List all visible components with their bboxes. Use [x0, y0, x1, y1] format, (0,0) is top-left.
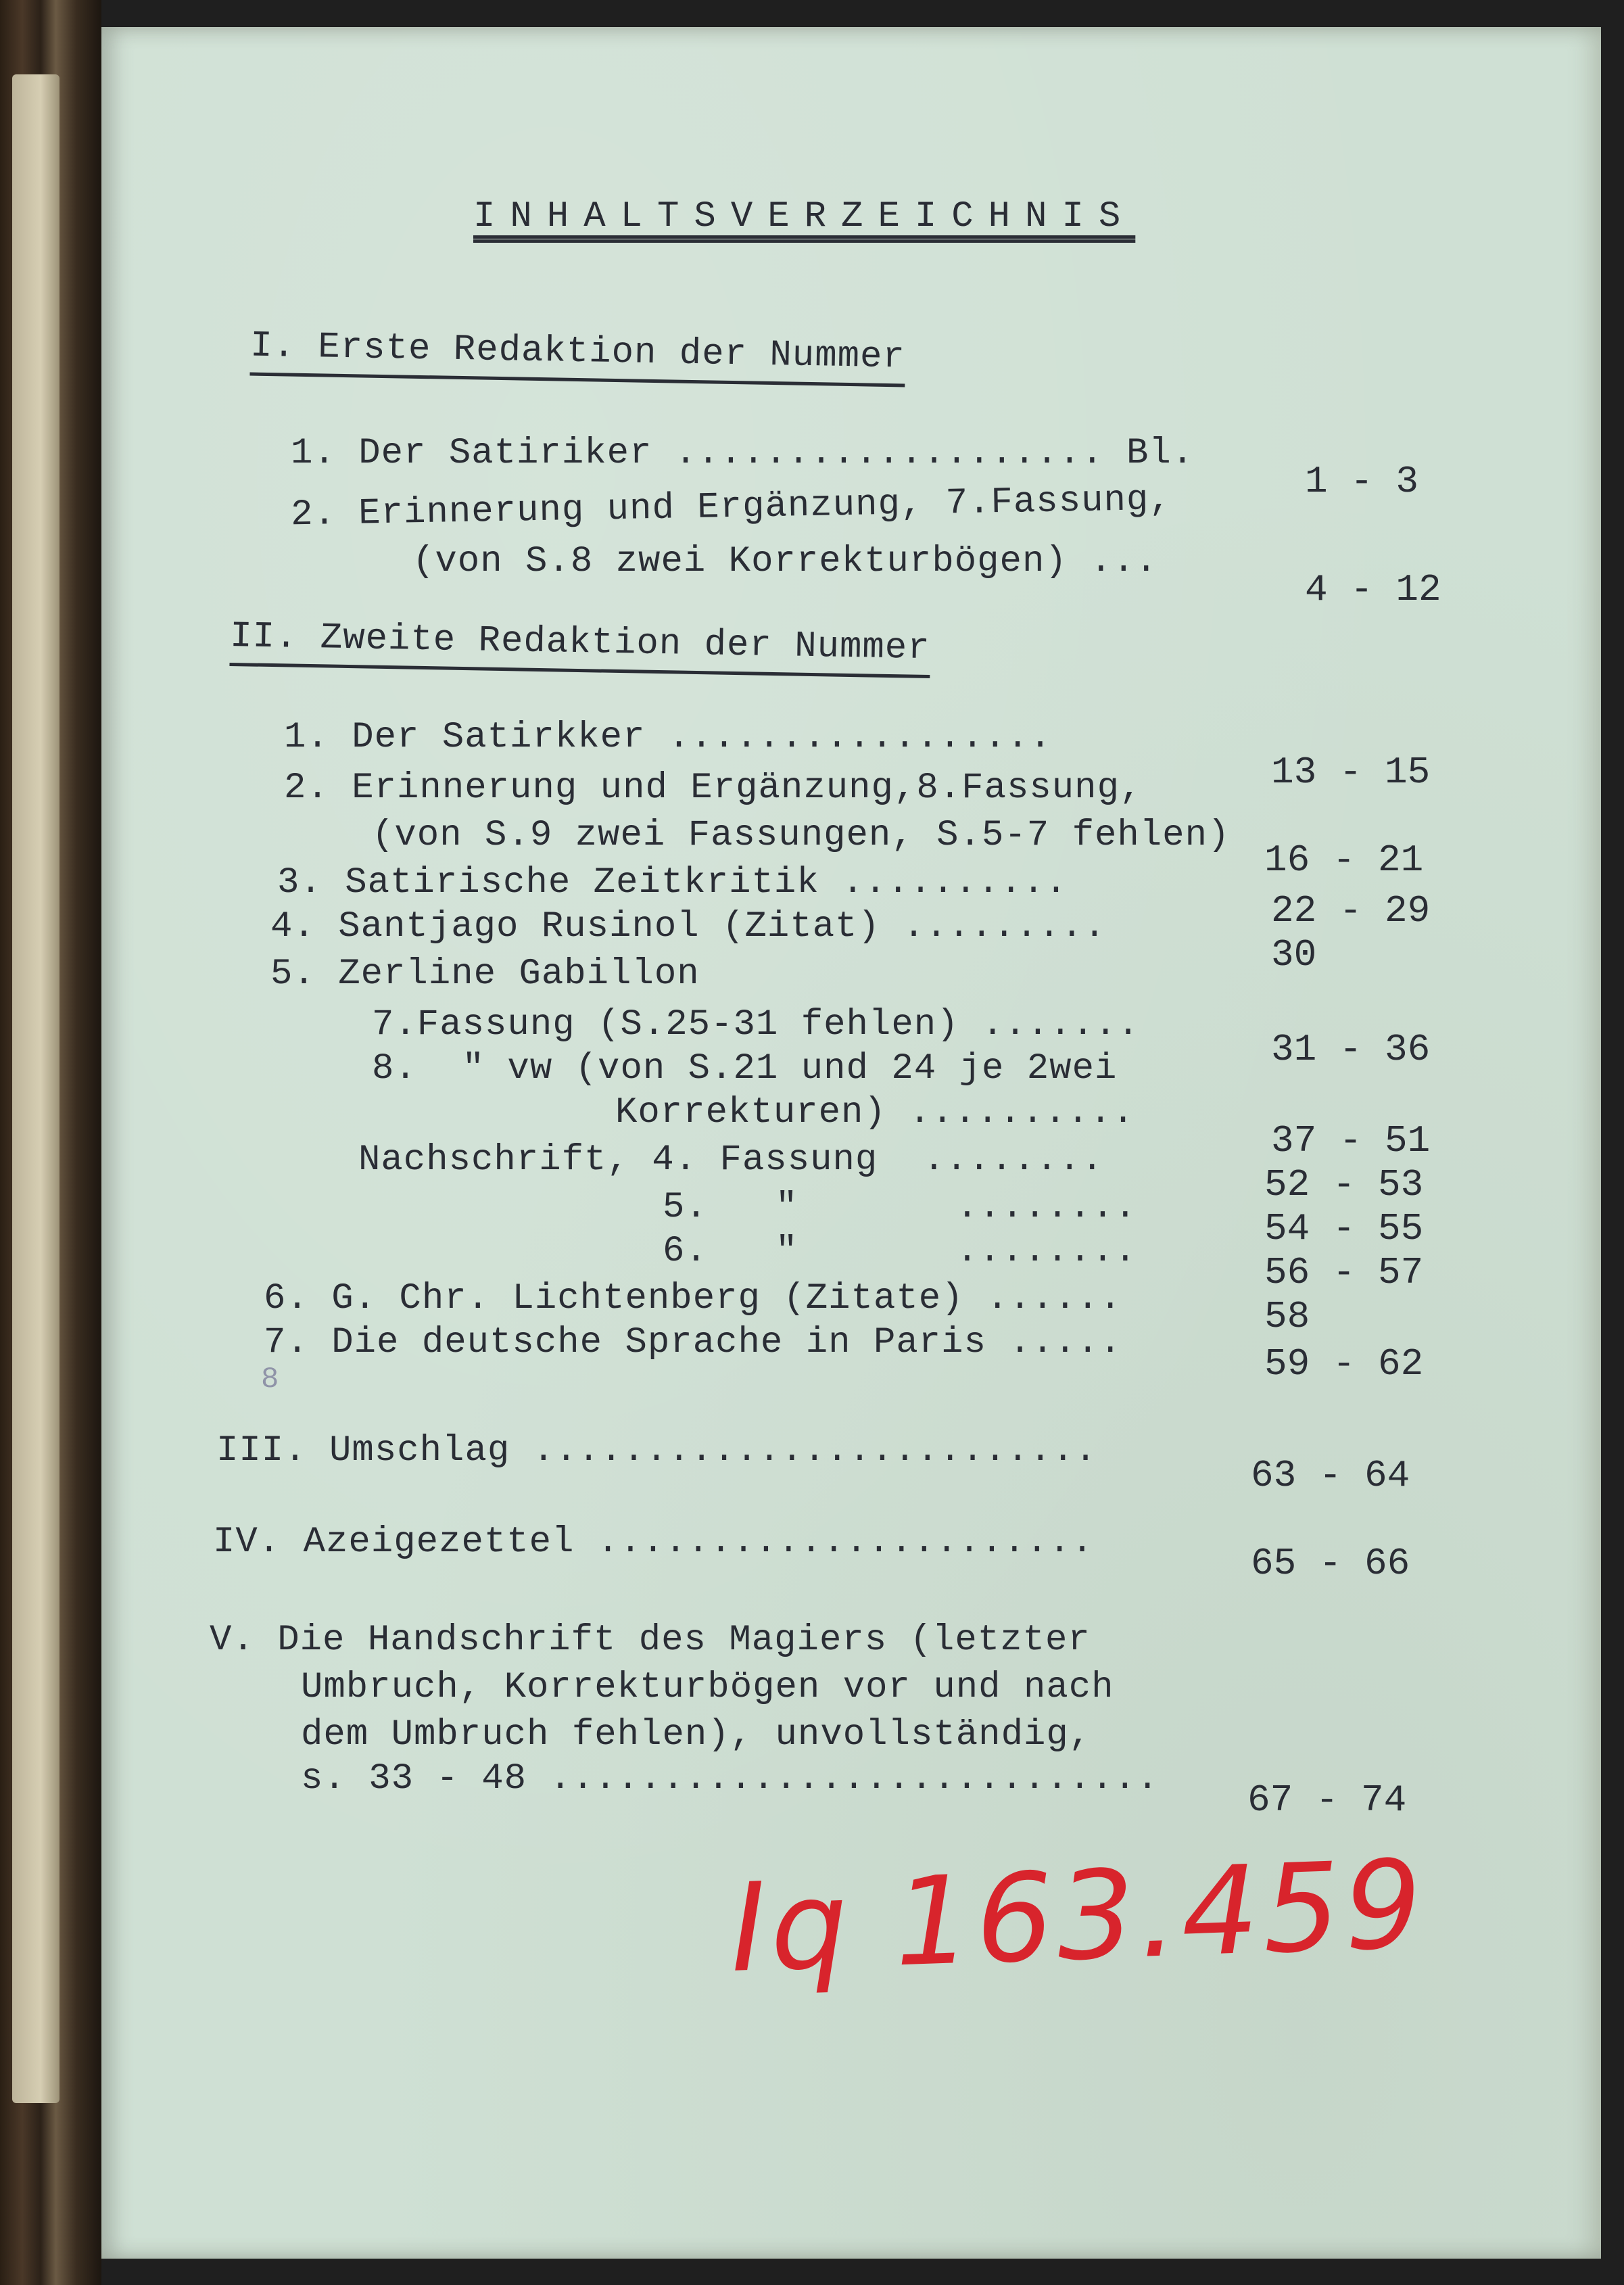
toc-entry: dem Umbruch fehlen), unvollständig, [301, 1714, 1092, 1756]
toc-entry: Korrekturen) .......... [615, 1092, 1135, 1133]
toc-pages: 13 - 15 [1271, 751, 1431, 794]
pencil-note: 8 [261, 1363, 279, 1396]
book-binding [0, 0, 101, 2285]
toc-entry: 1. Der Satiriker ................... Bl. [291, 433, 1195, 474]
toc-pages: 54 - 55 [1264, 1207, 1424, 1250]
document-page [101, 27, 1601, 2259]
toc-pages: 65 - 66 [1251, 1542, 1410, 1585]
toc-pages: 52 - 53 [1264, 1163, 1424, 1206]
toc-entry: IV. Azeigezettel ...................... [213, 1522, 1094, 1563]
toc-entry: (von S.9 zwei Fassungen, S.5-7 fehlen) [372, 815, 1231, 856]
toc-entry: (von S.8 zwei Korrekturbögen) ... [412, 541, 1158, 582]
toc-entry: 7. Die deutsche Sprache in Paris ..... [264, 1322, 1122, 1363]
toc-entry: 3. Satirische Zeitkritik .......... [277, 862, 1068, 903]
toc-entry: Nachschrift, 4. Fassung ........ [358, 1139, 1104, 1181]
toc-entry: s. 33 - 48 ........................... [301, 1758, 1160, 1799]
section-heading-1: I. Erste Redaktion der Nummer [249, 326, 905, 387]
toc-entry: III. Umschlag ......................... [216, 1430, 1097, 1471]
toc-pages: 58 [1264, 1295, 1310, 1338]
page-title: INHALTSVERZEICHNIS [473, 196, 1136, 237]
toc-pages: 67 - 74 [1247, 1778, 1407, 1822]
toc-entry: 2. Erinnerung und Ergänzung, 7.Fassung, [290, 479, 1172, 536]
toc-pages: 16 - 21 [1264, 839, 1424, 882]
toc-entry: 1. Der Satirkker ................. [284, 717, 1052, 758]
toc-pages: 4 - 12 [1305, 568, 1441, 611]
cover-edge [12, 74, 59, 2103]
toc-entry: 4. Santjago Rusinol (Zitat) ......... [270, 906, 1106, 947]
toc-pages: 30 [1271, 933, 1317, 976]
toc-pages: 37 - 51 [1271, 1119, 1431, 1162]
shelfmark-annotation: Iq 163.459 [727, 1834, 1429, 2000]
toc-entry: 8. " vw (von S.21 und 24 je 2wei [372, 1048, 1118, 1089]
toc-pages: 59 - 62 [1264, 1342, 1424, 1386]
toc-entry: Umbruch, Korrekturbögen vor und nach [301, 1667, 1114, 1708]
toc-entry: V. Die Handschrift des Magiers (letzter [210, 1620, 1091, 1661]
toc-pages: 56 - 57 [1264, 1251, 1424, 1294]
toc-pages: 1 - 3 [1305, 460, 1419, 503]
toc-entry: 5. " ........ [663, 1187, 1137, 1228]
toc-entry: 6. " ........ [663, 1231, 1137, 1272]
toc-entry: 2. Erinnerung und Ergänzung,8.Fassung, [284, 768, 1143, 809]
toc-entry: 6. G. Chr. Lichtenberg (Zitate) ...... [264, 1278, 1122, 1319]
toc-pages: 31 - 36 [1271, 1028, 1431, 1071]
toc-entry: 7.Fassung (S.25-31 fehlen) ....... [372, 1004, 1140, 1045]
toc-pages: 22 - 29 [1271, 889, 1431, 933]
toc-entry: 5. Zerline Gabillon [270, 953, 700, 995]
section-heading-2: II. Zweite Redaktion der Nummer [229, 616, 930, 678]
toc-pages: 63 - 64 [1251, 1454, 1410, 1497]
